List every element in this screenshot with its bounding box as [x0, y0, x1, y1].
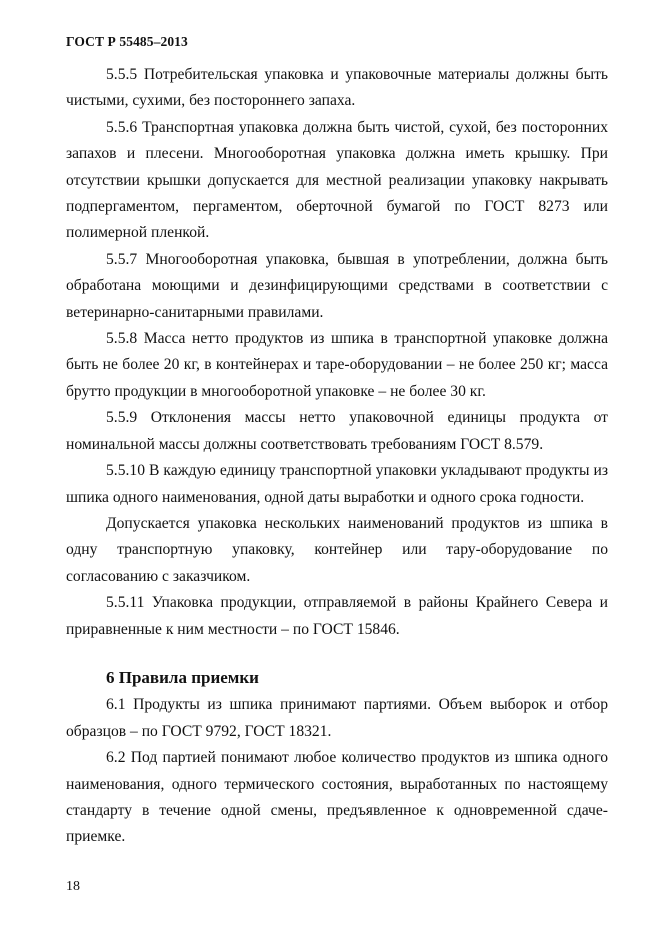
page-number: 18	[66, 879, 80, 894]
document-header: ГОСТ Р 55485–2013	[66, 34, 188, 49]
paragraph-5-5-10-note: Допускается упаковка нескольких наименований продуктов из шпика в одну транспортную упаковку, контейнер или тару-оборудование по согласованию с заказчиком.	[66, 514, 608, 585]
paragraph-5-5-11: 5.5.11 Упаковка продукции, отправляемой в районы Крайнего Севера и приравненные к ним местности – по ГОСТ 15846.	[66, 594, 608, 638]
paragraph-5-5-8: 5.5.8 Масса нетто продуктов из шпика в транспортной упаковке должна быть не более 20 кг, в контейнерах и таре-оборудовании – не более 250 кг; масса брутто продукции в многооборотной упаковке – не более 30 кг.	[66, 330, 608, 400]
page-content	[66, 62, 608, 851]
paragraph-5-5-6: 5.5.6 Транспортная упаковка должна быть чистой, сухой, без посторонних запахов и плесени. Многооборотная упаковка должна иметь крышку. При отсутствии крышки допускается для местной реализации упаковку накрывать подпергаментом, пергаментом, оберточной бумагой по ГОСТ 8273 или полимерной пленкой.	[66, 118, 608, 242]
paragraph-5-5-10: 5.5.10 В каждую единицу транспортной упаковки укладывают продукты из шпика одного наименования, одной даты выработки и одного срока годности.	[66, 462, 608, 506]
paragraph-5-5-7: 5.5.7 Многооборотная упаковка, бывшая в употреблении, должна быть обработана моющими и дезинфицирующими средствами в соответствии с ветеринарно-санитарными правилами.	[66, 250, 608, 321]
paragraph-5-5-9: 5.5.9 Отклонения массы нетто упаковочной единицы продукта от номинальной массы должны соответствовать требованиям ГОСТ 8.579.	[66, 409, 608, 453]
paragraph-6-2: 6.2 Под партией понимают любое количество продуктов из шпика одного наименования, одного термического состояния, выработанных по настоящему стандарту в течение одной смены, предъявленное к одновременной сдаче-приемке.	[66, 749, 608, 846]
paragraph-5-5-5: 5.5.5 Потребительская упаковка и упаковочные материалы должны быть чистыми, сухими, без постороннего запаха.	[66, 66, 608, 110]
paragraph-6-1: 6.1 Продукты из шпика принимают партиями. Объем выборок и отбор образцов – по ГОСТ 9792, ГОСТ 18321.	[66, 696, 608, 740]
section-title: 6 Правила приемки	[106, 667, 259, 687]
